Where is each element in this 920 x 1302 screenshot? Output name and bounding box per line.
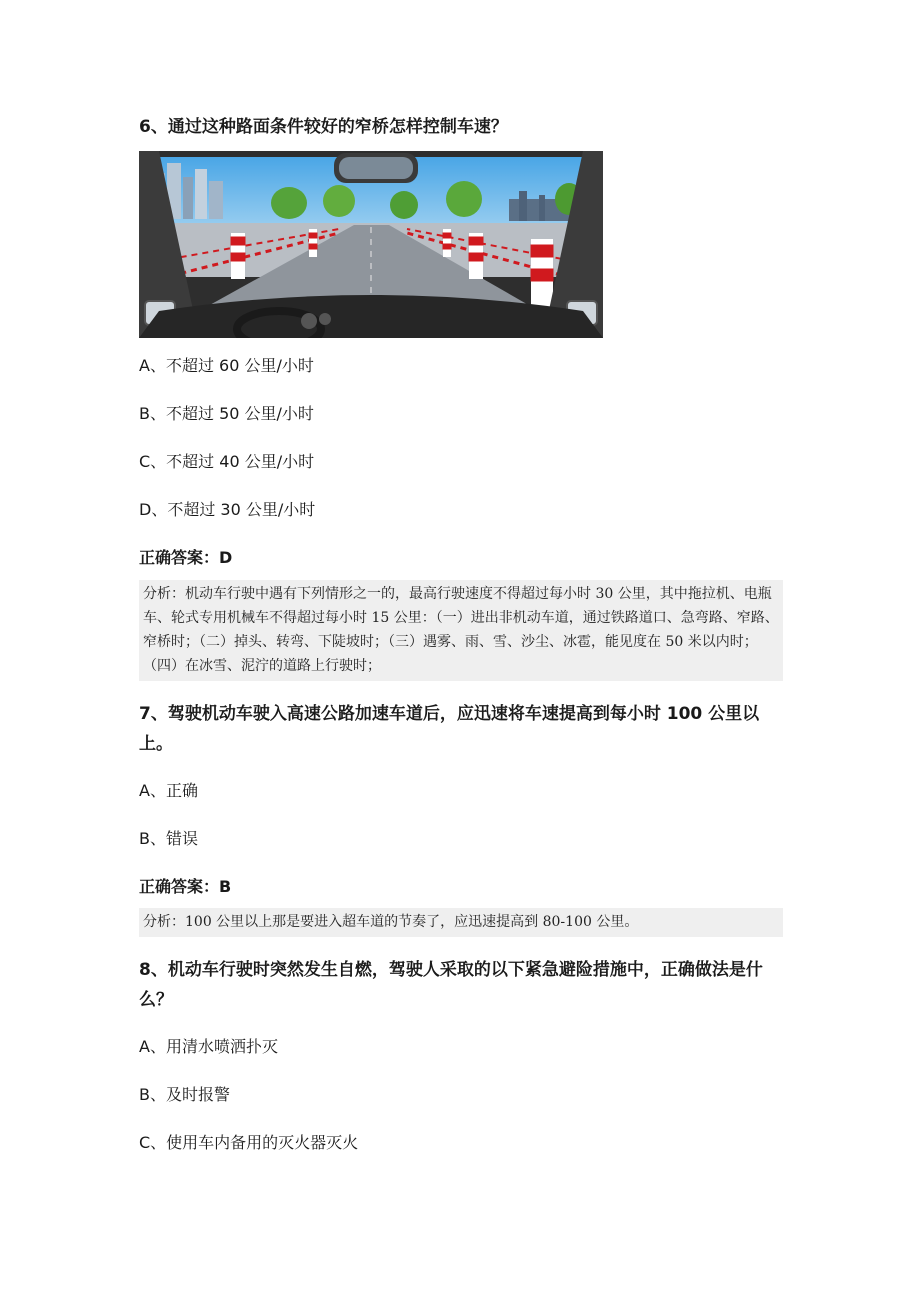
q7-analysis: 分析：100 公里以上那是要进入超车道的节奏了，应迅速提高到 80-100 公里。 [139, 908, 783, 937]
q6-option-b: B、不超过 50 公里/小时 [139, 404, 314, 423]
q8-option-b: B、及时报警 [139, 1085, 230, 1104]
q8-option-c: C、使用车内备用的灭火器灭火 [139, 1133, 359, 1152]
question-7-title: 7、驾驶机动车驶入高速公路加速车道后，应迅速将车速提高到每小时 100 公里以上。 [139, 704, 760, 754]
narrow-bridge-image [139, 151, 603, 338]
q6-option-d: D、不超过 30 公里/小时 [139, 500, 316, 519]
q6-analysis: 分析：机动车行驶中遇有下列情形之一的，最高行驶速度不得超过每小时 30 公里，其中拖拉机、电瓶车、轮式专用机械车不得超过每小时 15 公里：（一）进出非机动车道，通过铁路道口、急弯路、窄路、窄桥时；（二）掉头、转弯、下陡坡时；（三）遇雾、雨、雪、沙尘、冰雹，能见度在 50 米以内时；（四）在冰雪、泥泞的道路上行驶时； [139, 580, 783, 681]
q7-answer: 正确答案：B [139, 877, 232, 896]
q7-option-a: A、正确 [139, 781, 198, 800]
question-6-title: 6、通过这种路面条件较好的窄桥怎样控制车速？ [139, 117, 508, 137]
q7-option-b: B、错误 [139, 829, 198, 848]
q6-option-a: A、不超过 60 公里/小时 [139, 356, 314, 375]
question-8-title: 8、机动车行驶时突然发生自燃，驾驶人采取的以下紧急避险措施中，正确做法是什么？ [139, 960, 763, 1010]
q6-answer: 正确答案：D [139, 548, 233, 567]
q8-option-a: A、用清水喷洒扑灭 [139, 1037, 278, 1056]
q6-option-c: C、不超过 40 公里/小时 [139, 452, 315, 471]
